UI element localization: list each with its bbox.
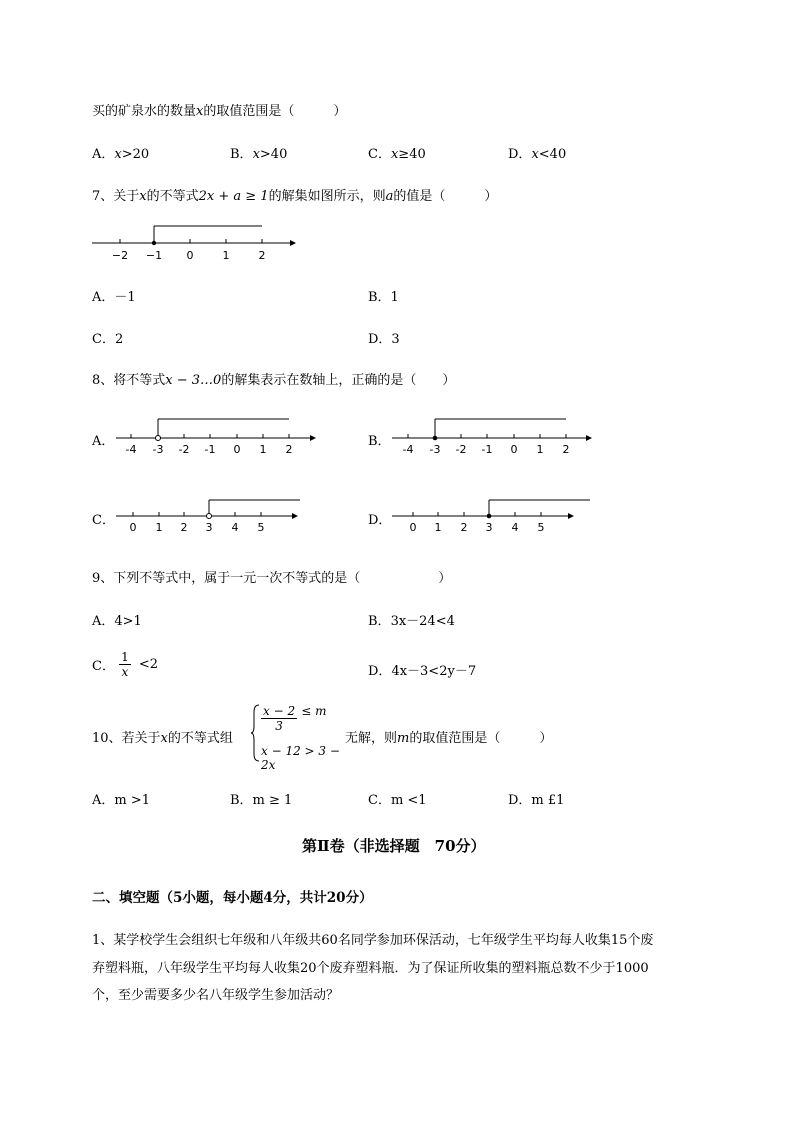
tick-label: 0	[129, 521, 137, 534]
q6-continuation	[92, 100, 346, 119]
fraction-numerator: x − 2	[263, 704, 296, 718]
fraction-numerator: 1	[121, 650, 129, 664]
option-text: >20	[121, 147, 150, 162]
tick-label: 4	[511, 521, 519, 534]
option-text: >40	[259, 147, 288, 162]
q10-mid: 的不等式组	[167, 731, 233, 746]
option-text: <2	[138, 657, 159, 672]
q7-expr: 2x + a ≥ 1	[198, 189, 269, 204]
tick-label: 4	[231, 521, 239, 534]
option-label: C．	[92, 659, 115, 674]
section2-title: 二、填空题（5小题，每小题4分，共计20分）	[92, 890, 373, 906]
q7-post: 的解集如图所示，则	[268, 189, 386, 204]
tick-label: 1	[155, 521, 163, 534]
q6-tail: 的取值范围是（ ）	[203, 104, 347, 119]
option-var: x	[390, 147, 399, 162]
q7-option-a[interactable]: A．－1	[92, 290, 136, 305]
option-expr: 4x－3<2y－7	[391, 664, 477, 679]
brace-icon	[250, 704, 260, 762]
q9-option-b[interactable]	[368, 610, 455, 629]
fraction	[119, 650, 131, 679]
q7-tick-label: 1	[222, 249, 230, 262]
tick-label: 2	[285, 443, 293, 456]
tick-label: 2	[460, 521, 468, 534]
option-label: B．	[230, 147, 253, 162]
tick-label: 1	[536, 443, 544, 456]
q7-tick-label: −1	[145, 249, 163, 262]
tick-label: 3	[205, 521, 213, 534]
tick-label: -4	[125, 443, 137, 456]
q7-number-line	[90, 220, 300, 262]
fill1-line3: 个，至少需要多少名八年级学生参加活动？	[92, 988, 340, 1003]
q8-option-d-label[interactable]: D．	[368, 513, 392, 528]
fill1-line1: 1、某学校学生会组织七年级和八年级共60名同学参加环保活动，七年级学生平均每人收集15个废	[92, 933, 654, 948]
tick-label: 5	[257, 521, 265, 534]
tick-label: -4	[402, 443, 414, 456]
tick-label: -3	[152, 443, 164, 456]
q6-option-b[interactable]	[230, 143, 287, 162]
option-label: C．	[368, 147, 391, 162]
q10-var2: m	[397, 731, 410, 746]
q9-option-d[interactable]	[368, 660, 476, 679]
tick-label: 0	[409, 521, 417, 534]
fill1-line2: 弃塑料瓶，八年级学生平均每人收集20个废弃塑料瓶．为了保证所收集的塑料瓶总数不少于1000	[92, 961, 649, 976]
q7-option-b[interactable]: B．1	[368, 290, 399, 305]
tick-label: -1	[481, 443, 493, 456]
q10-option-a[interactable]: A．m >1	[92, 793, 151, 808]
q7-var2: a	[385, 189, 394, 204]
option-label: D．	[368, 664, 392, 679]
q8-option-c-label[interactable]: C．	[92, 513, 115, 528]
option-var: x	[252, 147, 260, 162]
q7-var: x	[139, 189, 147, 204]
q10-stem-pre	[92, 727, 233, 746]
option-expr: 3x－24<4	[390, 614, 455, 629]
q6-option-c[interactable]	[368, 143, 426, 162]
q10-eq2: x − 12 > 3 − 2x	[261, 744, 340, 772]
tick-label: 1	[434, 521, 442, 534]
q7-tick-label: 0	[186, 249, 194, 262]
q8-stem	[92, 369, 455, 388]
tick-label: 1	[259, 443, 267, 456]
q7-tick-label: −2	[111, 249, 129, 262]
tick-label: 2	[180, 521, 188, 534]
tick-label: -1	[204, 443, 216, 456]
q10-option-d[interactable]: D．m £1	[508, 793, 565, 808]
q10-eq1	[261, 704, 326, 733]
q10-inequality-system	[250, 704, 350, 772]
eq1-rest: ≤ m	[301, 704, 327, 718]
q6-option-a[interactable]	[92, 143, 149, 162]
q8-option-d-number-line[interactable]	[388, 492, 598, 538]
q7-pre: 7、关于	[92, 189, 140, 204]
option-text: <40	[538, 147, 567, 162]
q9-option-c[interactable]	[92, 650, 158, 679]
q7-option-c[interactable]: C．2	[92, 332, 124, 347]
q10-var: x	[160, 731, 168, 746]
q8-option-a-label[interactable]: A．	[92, 434, 115, 449]
q8-pre: 8、将不等式	[92, 373, 166, 388]
q8-expr: x − 3…0	[165, 373, 222, 388]
q7-tick-label: 2	[258, 249, 266, 262]
q6-var: x	[196, 104, 204, 119]
q10-pre: 10、若关于	[92, 731, 161, 746]
option-label: D．	[508, 147, 532, 162]
q10-option-b[interactable]: B．m ≥ 1	[230, 793, 293, 808]
option-text: ≥40	[398, 147, 426, 162]
tick-label: -2	[455, 443, 467, 456]
option-var: x	[531, 147, 539, 162]
q8-option-c-number-line[interactable]	[112, 492, 312, 538]
q10-stem-post	[345, 727, 552, 746]
part2-title: 第Ⅱ卷（非选择题 70分）	[302, 837, 486, 855]
q8-post: 的解集表示在数轴上，正确的是（ ）	[221, 373, 456, 388]
option-var: x	[114, 147, 122, 162]
q7-option-d[interactable]: D．3	[368, 332, 400, 347]
q9-option-a[interactable]: A．4>1	[92, 614, 142, 629]
tick-label: 3	[485, 521, 493, 534]
q8-option-b-number-line[interactable]	[388, 412, 598, 458]
q10-post: 无解，则	[345, 731, 398, 746]
tick-label: 2	[562, 443, 570, 456]
q8-option-b-label[interactable]: B．	[368, 434, 391, 449]
tick-label: -2	[178, 443, 190, 456]
tick-label: 5	[537, 521, 545, 534]
fraction-denominator: x	[121, 665, 129, 679]
q7-stem	[92, 185, 497, 204]
q7-end: 的值是（ ）	[393, 189, 498, 204]
tick-label: -3	[429, 443, 441, 456]
q6-option-d[interactable]	[508, 143, 566, 162]
tick-label: 0	[233, 443, 241, 456]
q10-end: 的取值范围是（ ）	[409, 731, 553, 746]
q8-option-a-number-line[interactable]	[112, 412, 322, 458]
fraction	[261, 704, 297, 733]
option-label: A．	[92, 147, 115, 162]
fraction-denominator: 3	[275, 719, 283, 733]
q6-text: 买的矿泉水的数量	[92, 104, 197, 119]
q7-mid: 的不等式	[146, 189, 199, 204]
q9-stem: 9、下列不等式中，属于一元一次不等式的是（ ）	[92, 571, 452, 586]
tick-label: 0	[510, 443, 518, 456]
option-label: B．	[368, 614, 391, 629]
q10-option-c[interactable]: C．m <1	[368, 793, 427, 808]
